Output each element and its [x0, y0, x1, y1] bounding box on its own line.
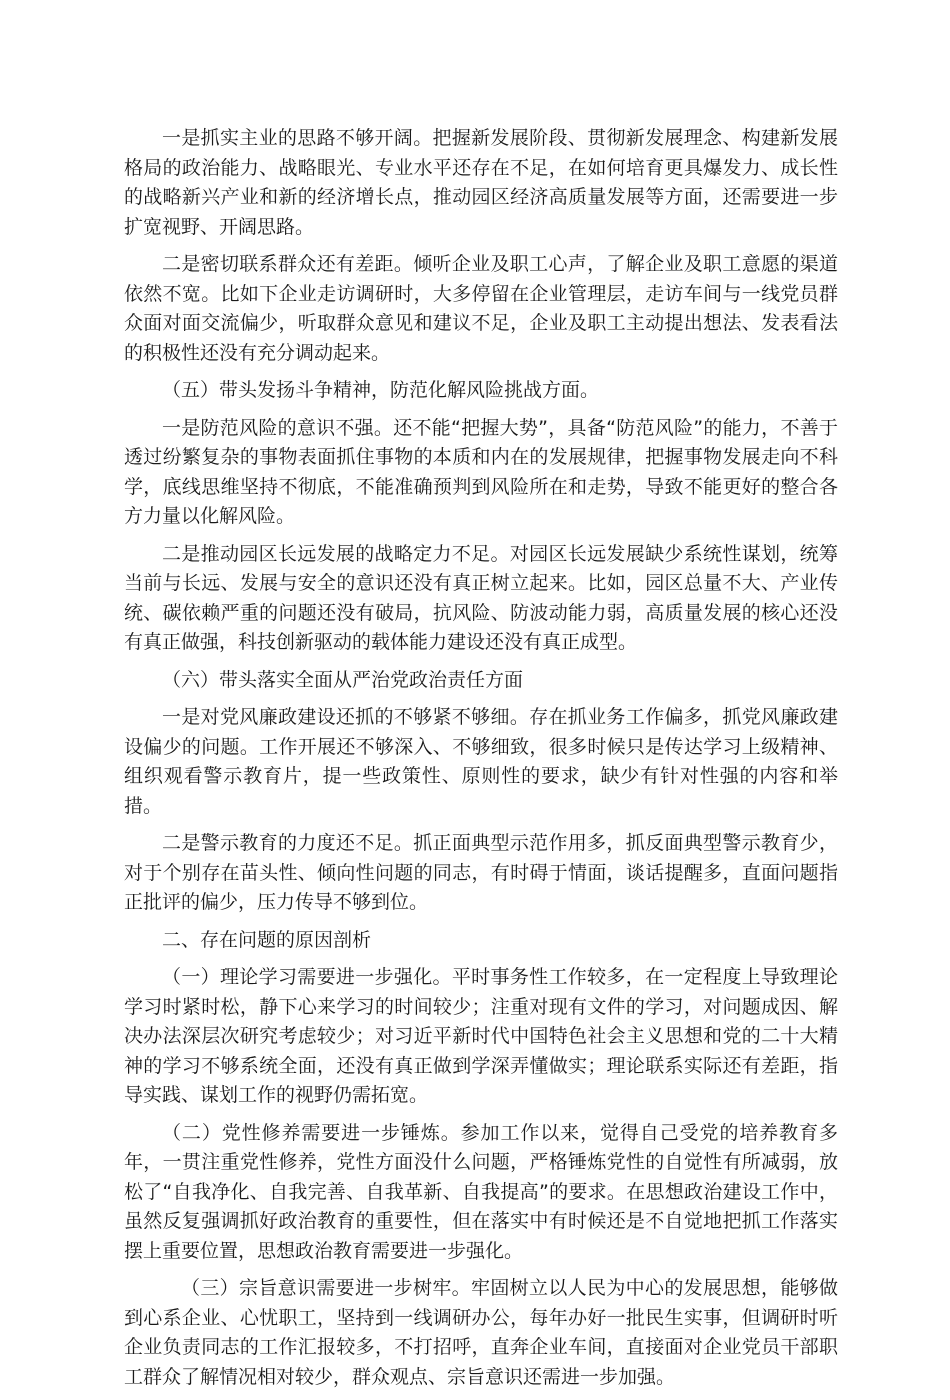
paragraph-risk-awareness: 一是防范风险的意识不强。还不能“把握大势”，具备“防范风险”的能力，不善于透过纷繁复杂的事物表面抓住事物的本质和内在的发展规律，把握事物发展走向不科学，底线思维坚持不彻底，不能准确预判到风险所在和走势，导致不能更好的整合各方力量以化解风险。 — [124, 416, 838, 527]
section-heading-causes: 二、存在问题的原因剖析 — [162, 928, 372, 951]
paragraph-strategic-focus: 二是推动园区长远发展的战略定力不足。对园区长远发展缺少系统性谋划，统筹当前与长远、发展与安全的意识还没有真正树立起来。比如，园区总量不大、产业传统、碳依赖严重的问题还没有破局，抗风险、防波动能力弱，高质量发展的核心还没有真正做强，科技创新驱动的载体能力建设还没有真正成型。 — [124, 542, 838, 653]
paragraph-warning-education: 二是警示教育的力度还不足。抓正面典型示范作用多，抓反面典型警示教育少，对于个别存在苗头性、倾向性问题的同志，有时碍于情面，谈话提醒多，直面问题指正批评的偏少，压力传导不够到位。 — [124, 832, 838, 913]
paragraph-purpose-awareness: （三）宗旨意识需要进一步树牢。牢固树立以人民为中心的发展思想，能够做到心系企业、心忧职工，坚持到一线调研办公，每年办好一批民生实事，但调研时听企业负责同志的工作汇报较多，不打招呼，直奔企业车间，直接面对企业党员干部职工群众了解情况相对较少，群众观点、宗旨意识还需进一步加强。 — [124, 1277, 838, 1388]
paragraph-theory-study: （一）理论学习需要进一步强化。平时事务性工作较多，在一定程度上导致理论学习时紧时松，静下心来学习的时间较少；注重对现有文件的学习，对问题成因、解决办法深层次研究考虑较少；对习近平新时代中国特色社会主义思想和党的二十大精神的学习不够系统全面，还没有真正做到学深弄懂做实；理论联系实际还有差距，指导实践、谋划工作的视野仍需拓宽。 — [124, 966, 838, 1106]
section-heading-5: （五）带头发扬斗争精神，防范化解风险挑战方面。 — [162, 379, 600, 401]
paragraph-mass-contact: 二是密切联系群众还有差距。倾听企业及职工心声，了解企业及职工意愿的渠道依然不宽。比如下企业走访调研时，大多停留在企业管理层，走访车间与一线党员群众面对面交流偏少，听取群众意见和建议不足，企业及职工主动提出想法、发表看法的积极性还没有充分调动起来。 — [124, 253, 838, 364]
document-page — [124, 124, 838, 1400]
paragraph-party-spirit: （二）党性修养需要进一步锤炼。参加工作以来，觉得自己受党的培养教育多年，一贯注重党性修养，党性方面没什么问题，严格锤炼党性的自觉性有所减弱，放松了“自我净化、自我完善、自我革新、自我提高”的要求。在思想政治建设工作中，虽然反复强调抓好政治教育的重要性，但在落实中有时候还是不自觉地把抓工作落实摆上重要位置，思想政治教育需要进一步强化。 — [124, 1121, 838, 1262]
paragraph-main-business: 一是抓实主业的思路不够开阔。把握新发展阶段、贯彻新发展理念、构建新发展格局的政治能力、战略眼光、专业水平还存在不足，在如何培育更具爆发力、成长性的战略新兴产业和新的经济增长点，推动园区经济高质量发展等方面，还需要进一步扩宽视野、开阔思路。 — [124, 127, 838, 238]
section-heading-6: （六）带头落实全面从严治党政治责任方面 — [162, 668, 524, 691]
paragraph-integrity-building: 一是对党风廉政建设还抓的不够紧不够细。存在抓业务工作偏多，抓党风廉政建设偏少的问题。工作开展还不够深入、不够细致，很多时候只是传达学习上级精神、组织观看警示教育片，提一些政策性、原则性的要求，缺少有针对性强的内容和举措。 — [124, 706, 838, 817]
